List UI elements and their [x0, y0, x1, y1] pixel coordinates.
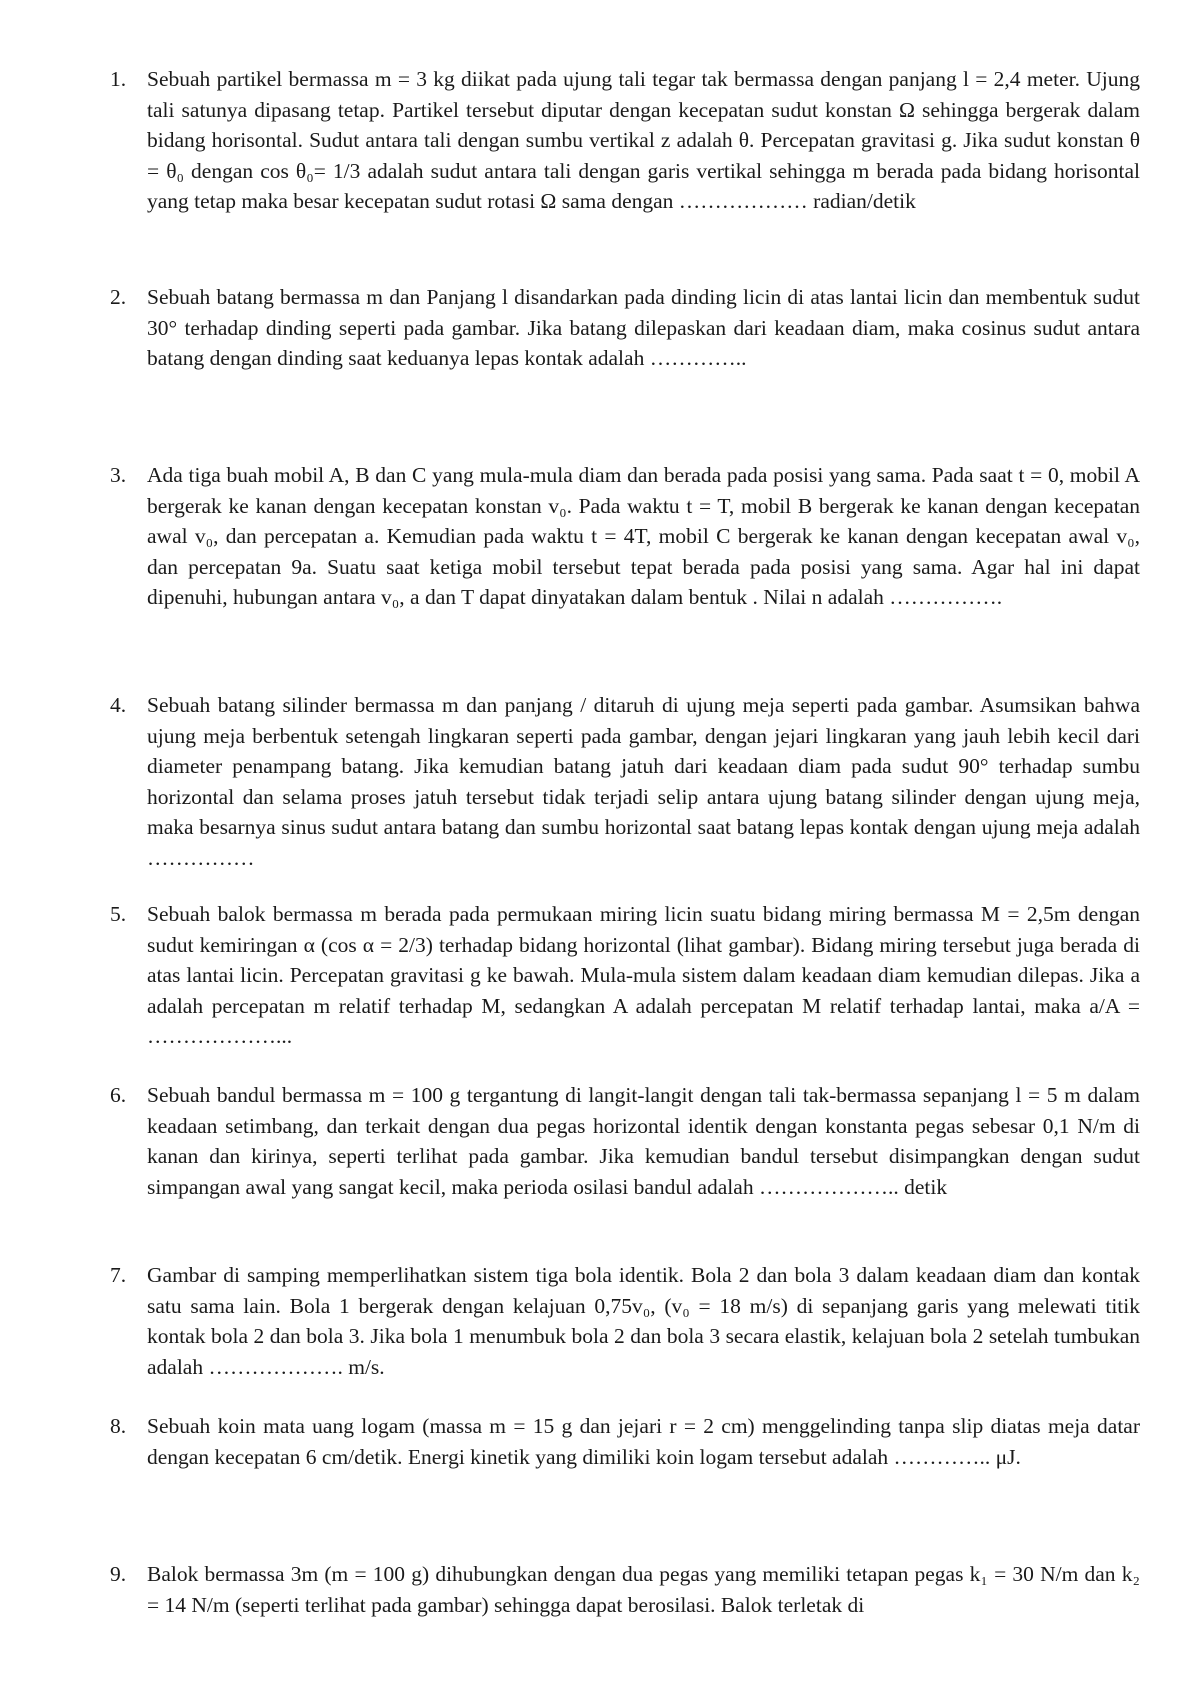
question-number: 2. [110, 285, 127, 309]
question-3 [110, 460, 1140, 613]
question-8 [110, 1411, 1140, 1472]
question-6 [110, 1080, 1140, 1202]
question-9 [110, 1559, 1140, 1620]
question-text: Sebuah balok bermassa m berada pada permukaan miring licin suatu bidang miring bermassa M = 2,5m dengan sudut kemiringan α (cos α = 2/3) terhadap bidang horizontal (lihat gambar). Bidang miring tersebut juga berada di atas lantai licin. Percepatan gravitasi g ke bawah. Mula-mula sistem dalam keadaan diam kemudian dilepas. Jika a adalah percepatan m relatif terhadap M, sedangkan A adalah percepatan M relatif terhadap lantai, maka a/A = ………………... [147, 902, 1140, 1049]
question-number: 3. [110, 463, 127, 487]
question-text: Sebuah koin mata uang logam (massa m = 15 g dan jejari r = 2 cm) menggelinding tanpa slip diatas meja datar dengan kecepatan 6 cm/detik. Energi kinetik yang dimiliki koin logam tersebut adalah ………….. μJ. [147, 1414, 1140, 1469]
question-5 [110, 899, 1140, 1052]
question-text: Gambar di samping memperlihatkan sistem tiga bola identik. Bola 2 dan bola 3 dalam keadaan diam dan kontak satu sama lain. Bola 1 bergerak dengan kelajuan 0,75v₀, (v₀ = 18 m/s) di sepanjang garis yang melewati titik kontak bola 2 dan bola 3. Jika bola 1 menumbuk bola 2 dan bola 3 secara elastik, kelajuan bola 2 setelah tumbukan adalah ………………. m/s. [147, 1263, 1140, 1379]
question-text: Balok bermassa 3m (m = 100 g) dihubungkan dengan dua pegas yang memiliki tetapan pegas k₁ = 30 N/m dan k₂ = 14 N/m (seperti terlihat pada gambar) sehingga dapat berosilasi. Balok terletak di [147, 1562, 1140, 1617]
question-text: Sebuah batang bermassa m dan Panjang l disandarkan pada dinding licin di atas lantai licin dan membentuk sudut 30° terhadap dinding seperti pada gambar. Jika batang dilepaskan dari keadaan diam, maka cosinus sudut antara batang dengan dinding saat keduanya lepas kontak adalah ………….. [147, 285, 1140, 371]
question-text: Sebuah partikel bermassa m = 3 kg diikat pada ujung tali tegar tak bermassa dengan panjang l = 2,4 meter. Ujung tali satunya dipasang tetap. Partikel tersebut diputar dengan kecepatan sudut konstan Ω sehingga bergerak dalam bidang horisontal. Sudut antara tali dengan sumbu vertikal z adalah θ. Percepatan gravitasi g. Jika sudut konstan θ = θ₀ dengan cos θ₀= 1/3 adalah sudut antara tali dengan garis vertikal sehingga m berada pada bidang horisontal yang tetap maka besar kecepatan sudut rotasi Ω sama dengan ……………… radian/detik [147, 67, 1140, 214]
question-text: Ada tiga buah mobil A, B dan C yang mula-mula diam dan berada pada posisi yang sama. Pada saat t = 0, mobil A bergerak ke kanan dengan kecepatan konstan v₀. Pada waktu t = T, mobil B bergerak ke kanan dengan kecepatan awal v₀, dan percepatan a. Kemudian pada waktu t = 4T, mobil C bergerak ke kanan dengan kecepatan awal v₀, dan percepatan 9a. Suatu saat ketiga mobil tersebut tepat berada pada posisi yang sama. Agar hal ini dapat dipenuhi, hubungan antara v₀, a dan T dapat dinyatakan dalam bentuk . Nilai n adalah ……………. [147, 463, 1140, 610]
question-number: 6. [110, 1083, 127, 1107]
question-7 [110, 1260, 1140, 1382]
question-number: 9. [110, 1562, 127, 1586]
question-number: 5. [110, 902, 127, 926]
question-4 [110, 690, 1140, 874]
question-2 [110, 282, 1140, 374]
question-1 [110, 64, 1140, 217]
question-number: 4. [110, 693, 127, 717]
question-text: Sebuah bandul bermassa m = 100 g tergantung di langit-langit dengan tali tak-bermassa sepanjang l = 5 m dalam keadaan setimbang, dan terkait dengan dua pegas horizontal identik dengan konstanta pegas sebesar 0,1 N/m di kanan dan kirinya, seperti terlihat pada gambar. Jika kemudian bandul tersebut disimpangkan dengan sudut simpangan awal yang sangat kecil, maka perioda osilasi bandul adalah ……………….. detik [147, 1083, 1140, 1199]
question-text: Sebuah batang silinder bermassa m dan panjang / ditaruh di ujung meja seperti pada gambar. Asumsikan bahwa ujung meja berbentuk setengah lingkaran seperti pada gambar, dengan jejari lingkaran yang jauh lebih kecil dari diameter penampang batang. Jika kemudian batang jatuh dari keadaan diam pada sudut 90° terhadap sumbu horizontal dan selama proses jatuh tersebut tidak terjadi selip antara ujung batang silinder dengan ujung meja, maka besarnya sinus sudut antara batang dan sumbu horizontal saat batang lepas kontak dengan ujung meja adalah …………… [147, 693, 1140, 870]
question-number: 7. [110, 1263, 127, 1287]
question-number: 8. [110, 1414, 127, 1438]
question-number: 1. [110, 67, 127, 91]
